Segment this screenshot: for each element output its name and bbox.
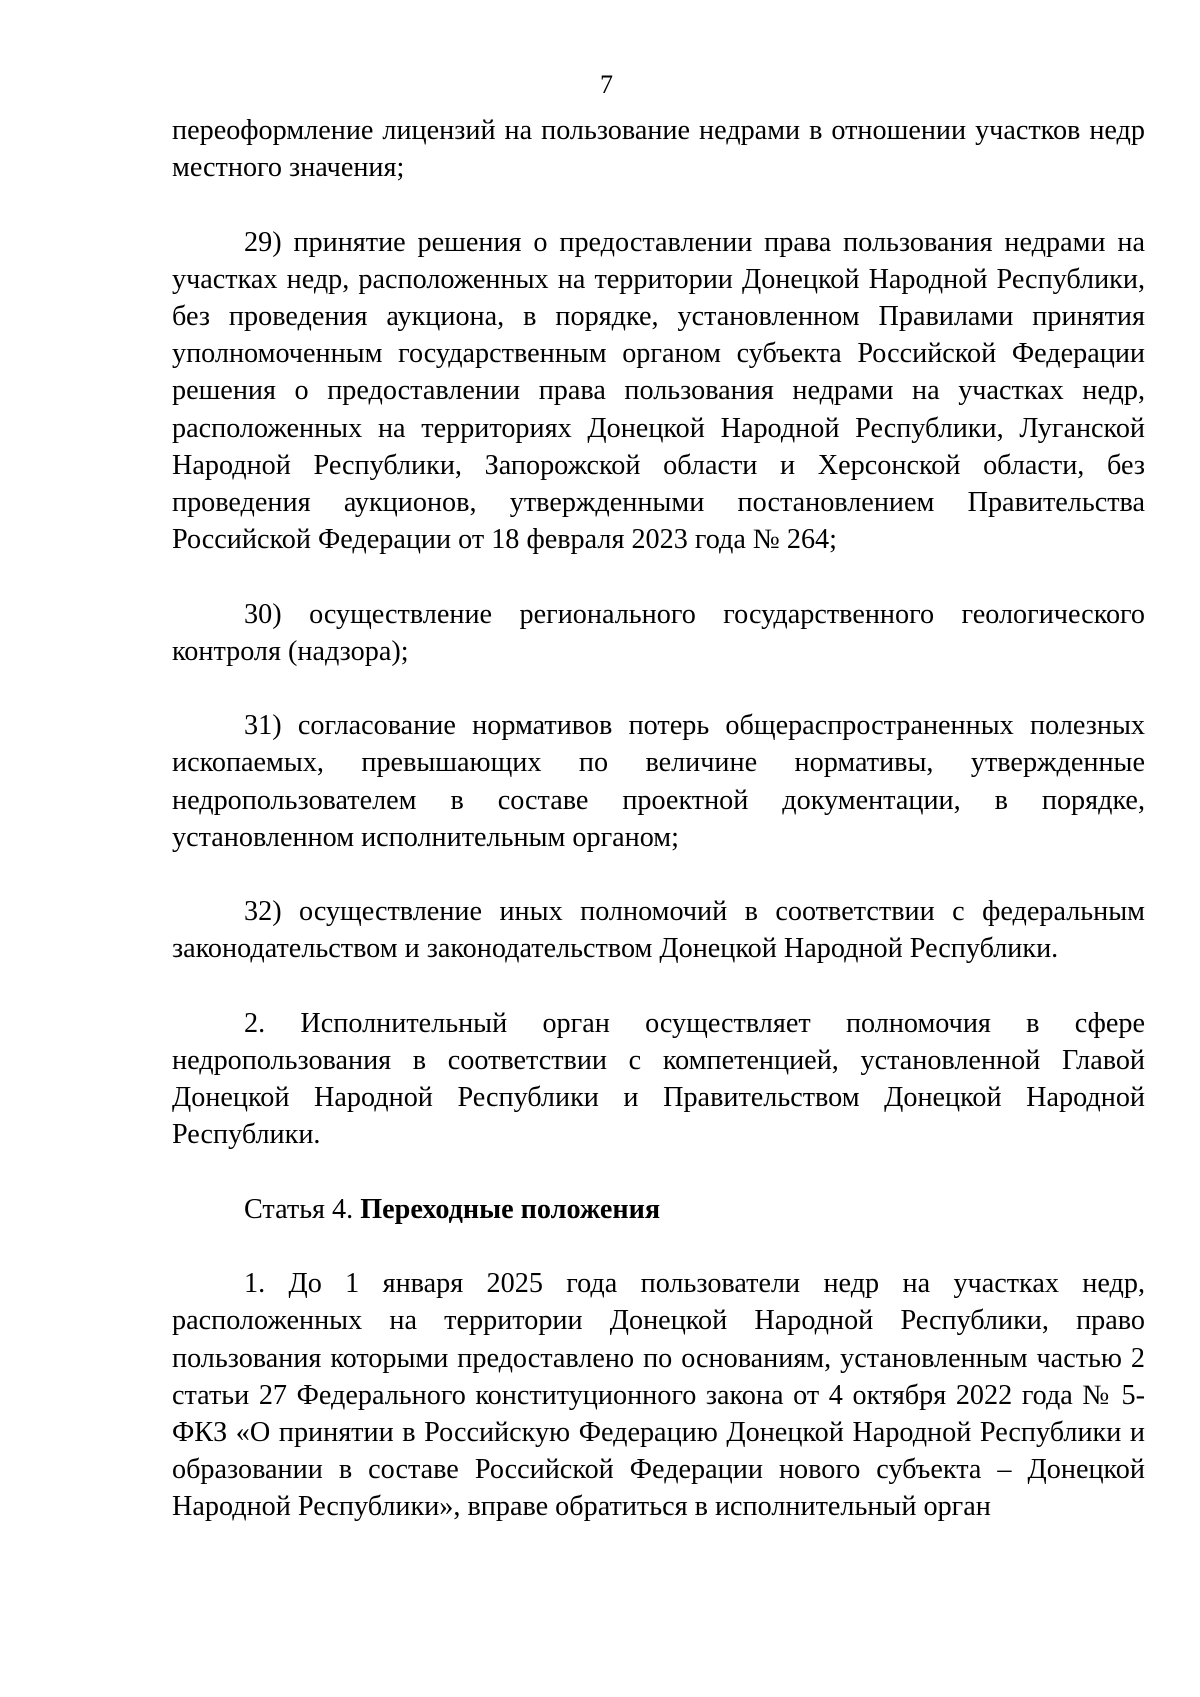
paragraph-part-2: 2. Исполнительный орган осуществляет полномочия в сфере недропользования в соответствии с компетенцией, установленной Главой Донецкой Народной Республики и Правительством Донецкой Народной Республики. bbox=[172, 1007, 1145, 1151]
paragraph-item-30: 30) осуществление регионального государственного геологического контроля (надзора); bbox=[172, 598, 1145, 667]
page-number: 7 bbox=[600, 70, 613, 99]
document-body bbox=[172, 112, 1145, 1526]
article-4-part-1: 1. До 1 января 2025 года пользователи недр на участках недр, расположенных на территории Донецкой Народной Республики, право пользования которыми предоставлено по основаниям, установленным частью 2 статьи 27 Федерального конституционного закона от 4 октября 2022 года № 5-ФКЗ «О принятии в Российскую Федерацию Донецкой Народной Республики и образовании в составе Российской Федерации нового субъекта – Донецкой Народной Республики», вправе обратиться в исполнительный орган bbox=[172, 1268, 1145, 1523]
article-4-heading bbox=[172, 1191, 1145, 1228]
article-4-title: Переходные положения bbox=[360, 1193, 661, 1225]
paragraph-item-29: 29) принятие решения о предоставлении права пользования недрами на участках недр, расположенных на территории Донецкой Народной Республики, без проведения аукциона, в порядке, установленном Правилами принятия уполномоченным государственным органом субъекта Российской Федерации решения о предоставлении права пользования недрами на участках недр, расположенных на территориях Донецкой Народной Республики, Луганской Народной Республики, Запорожской области и Херсонской области, без проведения аукционов, утвержденными постановлением Правительства Российской Федерации от 18 февраля 2023 года № 264; bbox=[172, 226, 1145, 556]
paragraph-item-32: 32) осуществление иных полномочий в соответствии с федеральным законодательством и законодательством Донецкой Народной Республики. bbox=[172, 896, 1145, 965]
paragraph-item-31: 31) согласование нормативов потерь общераспространенных полезных ископаемых, превышающих по величине нормативы, утвержденные недропользователем в составе проектной документации, в порядке, установленном исполнительным органом; bbox=[172, 710, 1145, 853]
article-4-label: Статья 4. bbox=[244, 1193, 361, 1225]
paragraph-item-28-continuation: переоформление лицензий на пользование недрами в отношении участков недр местного значения; bbox=[172, 115, 1145, 184]
